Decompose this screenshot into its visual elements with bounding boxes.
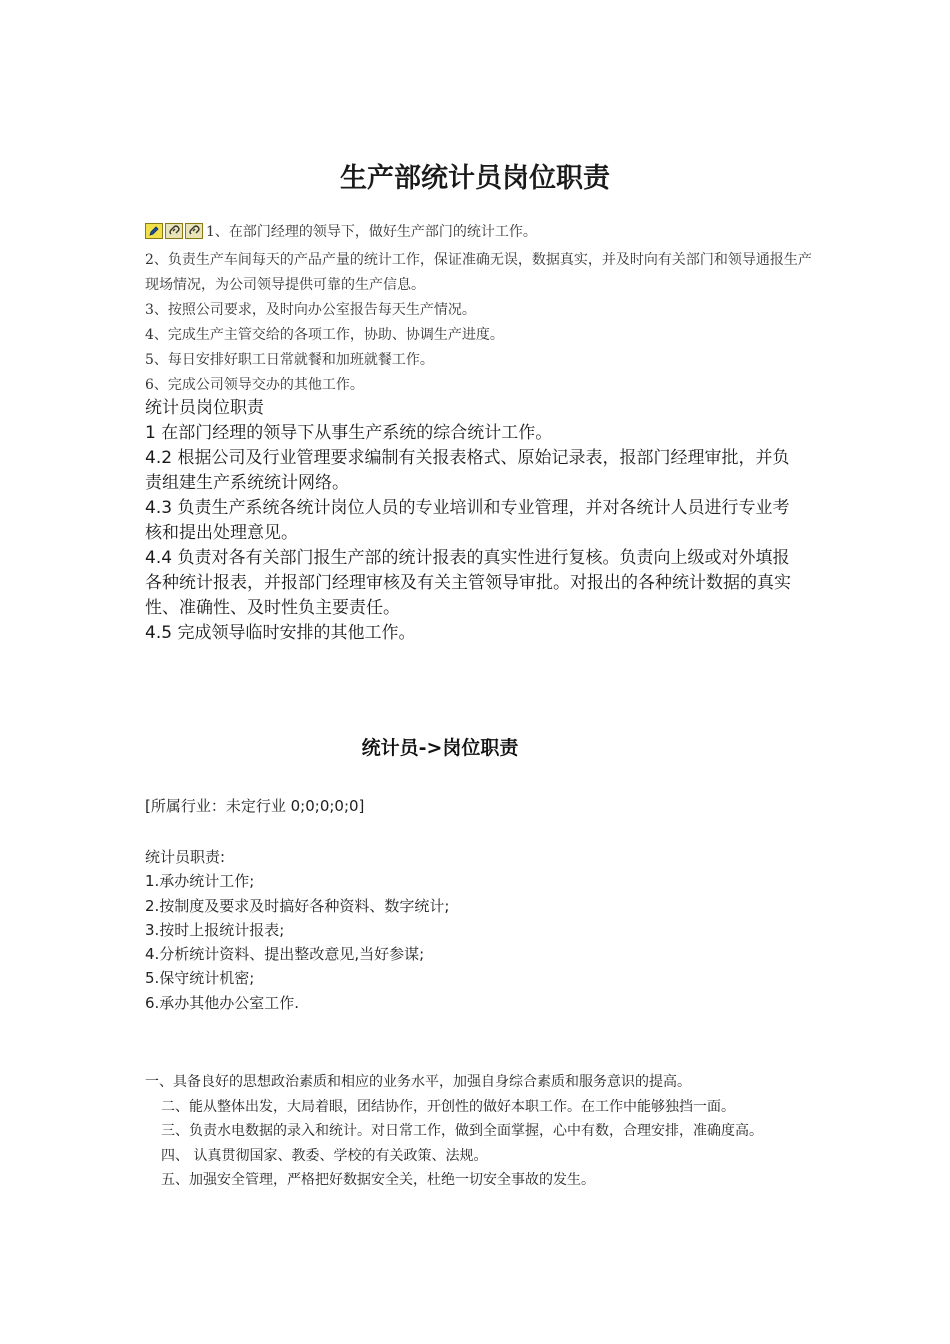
page-title: 生产部统计员岗位职责 bbox=[340, 163, 610, 194]
list-item bbox=[145, 220, 825, 248]
list-item: 5、每日安排好职工日常就餐和加班就餐工作。 bbox=[145, 352, 434, 368]
list-item-text: 1、在部门经理的领导下，做好生产部门的统计工作。 bbox=[206, 224, 537, 240]
list-item: 4.2 根据公司及行业管理要求编制有关报表格式、原始记录表，报部门经理审批，并负责组建生产系统统计网络。 bbox=[145, 448, 790, 493]
duties-section-3 bbox=[145, 845, 795, 1015]
list-item: 五、加强安全管理，严格把好数据安全关，杜绝一切安全事故的发生。 bbox=[161, 1172, 595, 1188]
duties-section-1 bbox=[145, 220, 825, 398]
list-item: 4、完成生产主管交给的各项工作，协助、协调生产进度。 bbox=[145, 327, 504, 343]
link-icon[interactable] bbox=[185, 223, 203, 239]
industry-tag: [所属行业：未定行业 0;0;0;0;0] bbox=[145, 797, 365, 815]
section-title: 统计员->岗位职责 bbox=[361, 737, 519, 759]
list-item: 1 在部门经理的领导下从事生产系统的综合统计工作。 bbox=[145, 423, 553, 443]
list-item: 一、具备良好的思想政治素质和相应的业务水平，加强自身综合素质和服务意识的提高。 bbox=[145, 1074, 691, 1090]
list-item: 四、 认真贯彻国家、教委、学校的有关政策、法规。 bbox=[161, 1147, 488, 1164]
list-item: 4.4 负责对各有关部门报生产部的统计报表的真实性进行复核。负责向上级或对外填报各种统计报表，并报部门经理审核及有关主管领导审批。对报出的各种统计数据的真实性、准确性、及时性负主要责任。 bbox=[145, 548, 791, 618]
toolbar-icons bbox=[145, 223, 205, 248]
list-item: 4.3 负责生产系统各统计岗位人员的专业培训和专业管理，并对各统计人员进行专业考核和提出处理意见。 bbox=[145, 498, 790, 543]
section-heading: 统计员岗位职责 bbox=[145, 398, 264, 418]
list-item: 5.保守统计机密; bbox=[145, 969, 255, 988]
list-item: 三、负责水电数据的录入和统计。对日常工作，做到全面掌握，心中有数，合理安排，准确度高。 bbox=[161, 1123, 763, 1139]
list-item: 3、按照公司要求，及时向办公室报告每天生产情况。 bbox=[145, 302, 476, 318]
list-item: 4.5 完成领导临时安排的其他工作。 bbox=[145, 623, 416, 643]
duties-section-4 bbox=[145, 1070, 810, 1193]
pen-icon[interactable] bbox=[145, 223, 163, 239]
list-item: 2.按制度及要求及时搞好各种资料、数字统计; bbox=[145, 896, 450, 915]
list-item: 二、能从整体出发，大局着眼，团结协作，开创性的做好本职工作。在工作中能够独挡一面。 bbox=[161, 1098, 735, 1115]
list-item: 1.承办统计工作; bbox=[145, 872, 255, 891]
list-item: 6、完成公司领导交办的其他工作。 bbox=[145, 377, 364, 393]
list-item: 2、负责生产车间每天的产品产量的统计工作，保证准确无误，数据真实，并及时向有关部门和领导通报生产现场情况，为公司领导提供可靠的生产信息。 bbox=[145, 252, 812, 293]
list-item: 3.按时上报统计报表; bbox=[145, 920, 285, 939]
duties-section-2 bbox=[145, 396, 805, 646]
link-icon[interactable] bbox=[165, 223, 183, 239]
section-heading: 统计员职责: bbox=[145, 848, 226, 866]
list-item: 6.承办其他办公室工作. bbox=[145, 993, 300, 1012]
list-item: 4.分析统计资料、提出整改意见,当好参谋; bbox=[145, 945, 425, 964]
